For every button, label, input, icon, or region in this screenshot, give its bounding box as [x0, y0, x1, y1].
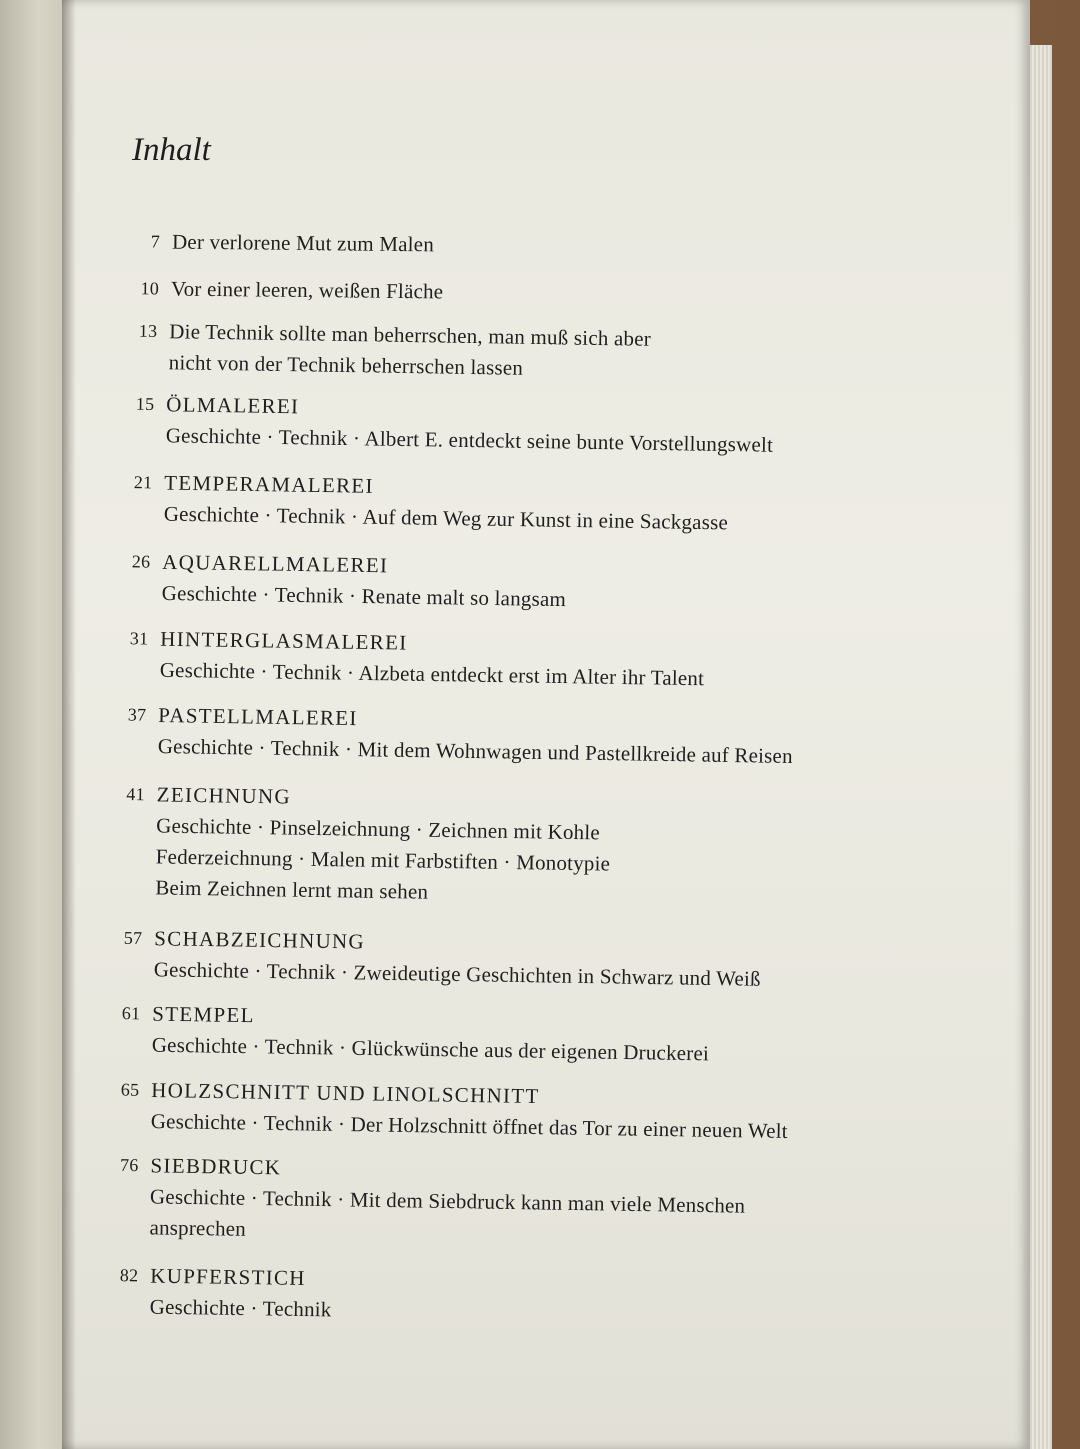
toc-section-heading: HOLZSCHNITT UND LINOLSCHNITT	[151, 1078, 540, 1109]
toc-entry	[129, 624, 705, 695]
toc-line: Geschichte · Technik · Der Holzschnitt öffnet das Tor zu einer neuen Welt	[150, 1108, 788, 1143]
toc-entry	[126, 779, 611, 910]
toc-page-number: 26	[131, 551, 151, 572]
toc-entry	[133, 468, 729, 539]
toc-page-number: 61	[121, 1003, 141, 1024]
toc-entry	[120, 1075, 789, 1147]
toc-line: Geschichte · Technik · Mit dem Wohnwagen und Pastellkreide auf Reisen	[157, 734, 793, 768]
toc-line: Geschichte · Technik · Mit dem Siebdruck kann man viele Menschen	[149, 1184, 746, 1218]
toc-page-number: 76	[119, 1154, 139, 1176]
toc-entry	[119, 1150, 746, 1252]
toc-entry	[131, 547, 567, 615]
toc-page-number: 13	[138, 320, 158, 342]
toc-line: Geschichte · Technik · Albert E. entdeckt seine bunte Vorstellungswelt	[165, 423, 774, 457]
toc-page-number: 41	[126, 783, 145, 805]
toc-entry	[150, 227, 435, 261]
toc-section-heading: SIEBDRUCK	[150, 1153, 282, 1180]
toc-line: ansprechen	[149, 1215, 247, 1241]
toc-line: Geschichte · Technik · Glückwünsche aus der eigenen Druckerei	[151, 1032, 710, 1066]
toc-line: Geschichte · Technik · Alzbeta entdeckt erst im Alter ihr Talent	[159, 657, 705, 691]
toc-section-heading: TEMPERAMALEREI	[164, 470, 374, 498]
toc-entry	[119, 1261, 333, 1326]
toc-page-number: 37	[127, 704, 147, 725]
toc-line: Vor einer leeren, weißen Fläche	[170, 276, 444, 304]
toc-entry	[121, 999, 710, 1070]
toc-page-number: 10	[140, 278, 160, 299]
toc-page-number: 31	[129, 628, 149, 649]
toc-line: Geschichte · Technik · Renate malt so langsam	[161, 580, 567, 612]
toc-entry	[140, 274, 444, 308]
toc-line: Der verlorene Mut zum Malen	[171, 229, 435, 257]
toc-section-heading: KUPFERSTICH	[150, 1263, 306, 1291]
toc-entry	[127, 700, 794, 772]
toc-page-number: 82	[119, 1265, 139, 1286]
toc-section-heading: PASTELLMALEREI	[158, 703, 358, 731]
toc-line: Die Technik sollte man beherrschen, man muß sich aber	[169, 319, 652, 351]
toc-page-number: 15	[135, 393, 155, 415]
toc-entry	[138, 316, 652, 386]
toc-section-heading: SCHABZEICHNUNG	[154, 926, 366, 954]
toc-section-heading: AQUARELLMALEREI	[162, 549, 389, 578]
toc-section-heading: ÖLMALEREI	[166, 392, 300, 419]
toc-entry	[123, 923, 762, 995]
toc-line: Beim Zeichnen lernt man sehen	[155, 875, 429, 904]
toc-line: Federzeichnung · Malen mit Farbstiften · Monotypie	[155, 844, 611, 876]
toc-section-heading: HINTERGLASMALEREI	[160, 626, 408, 655]
toc-page-number: 21	[133, 472, 153, 493]
toc-page-number: 57	[123, 927, 143, 949]
toc-section-heading: STEMPEL	[152, 1001, 255, 1028]
toc-section-heading: ZEICHNUNG	[156, 782, 292, 809]
toc-line: Geschichte · Pinselzeichnung · Zeichnen mit Kohle	[156, 813, 601, 845]
toc-line: Geschichte · Technik · Auf dem Weg zur Kunst in eine Sackgasse	[163, 501, 729, 535]
page-title: Inhalt	[132, 132, 211, 168]
toc-line: Geschichte · Technik · Zweideutige Geschichten in Schwarz und Weiß	[153, 957, 761, 991]
toc-entry	[135, 389, 774, 461]
toc-page-number: 65	[120, 1079, 140, 1100]
toc-page-number: 7	[150, 231, 161, 252]
toc-line: nicht von der Technik beherrschen lassen	[168, 350, 524, 380]
toc-line: Geschichte · Technik	[149, 1294, 332, 1322]
